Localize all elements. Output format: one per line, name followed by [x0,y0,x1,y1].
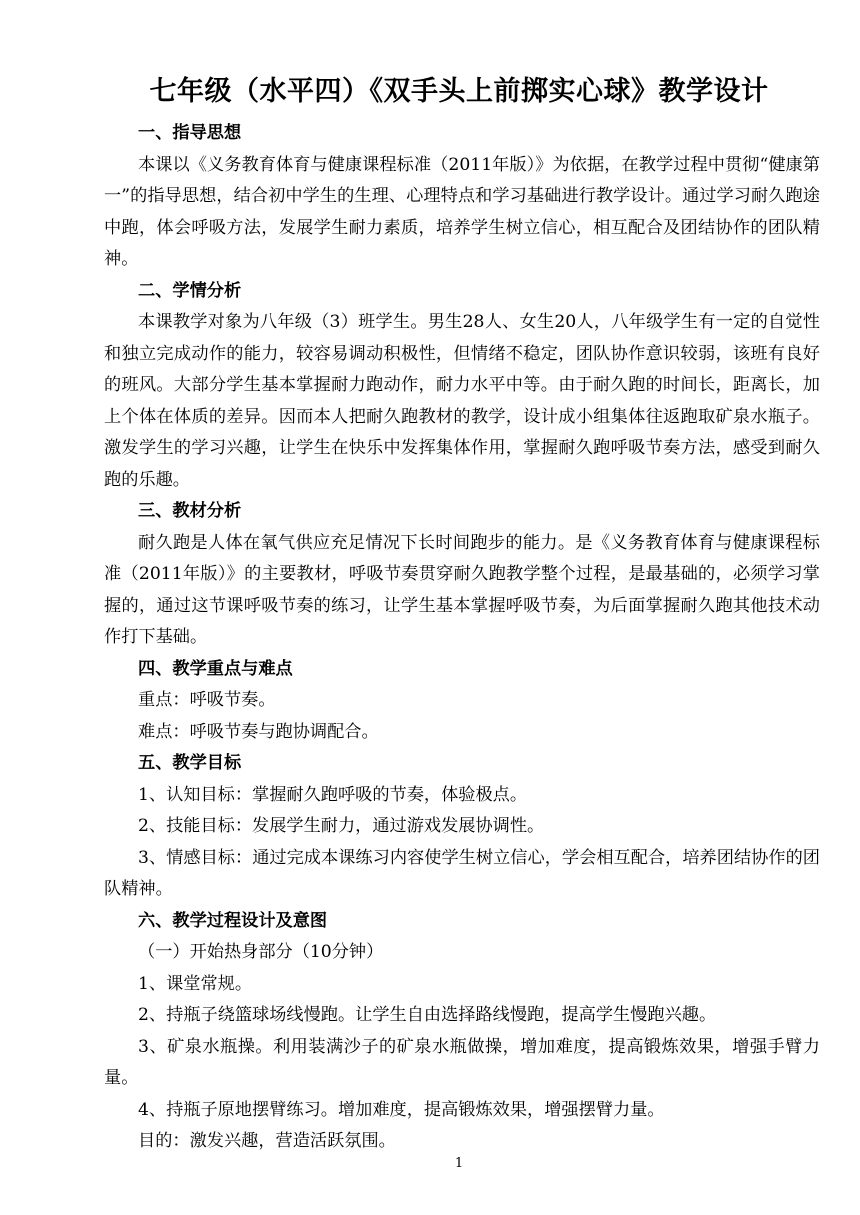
students-paragraph: 本课教学对象为八年级（3）班学生。男生28人、女生20人，八年级学生有一定的自觉性和独立完成动作的能力，较容易调动积极性，但情绪不稳定，团队协作意识较弱，该班有良好的班风。大部分学生基本掌握耐力跑动作，耐力水平中等。由于耐久跑的时间长，距离长，加上个体在体质的差异。因而本人把耐久跑教材的教学，设计成小组集体往返跑取矿泉水瓶子。激发学生的学习兴趣，让学生在快乐中发挥集体作用，掌握耐久跑呼吸节奏方法，感受到耐久跑的乐趣。 [104,312,820,490]
process-item-1: 1、课堂常规。 [138,973,253,994]
section-heading-students: 二、学情分析 [138,280,242,301]
key-point-line: 重点：呼吸节奏。 [138,690,276,710]
section-heading-process: 六、教学过程设计及意图 [138,910,328,931]
section-heading-goals: 五、教学目标 [138,753,242,773]
material-paragraph: 耐久跑是人体在氧气供应充足情况下长时间跑步的能力。是《义务教育体育与健康课程标准（2011年版）》的主要教材，呼吸节奏贯穿耐久跑教学整个过程，是最基础的，必须学习掌握的，通过这节课呼吸节奏的练习，让学生基本掌握呼吸节奏，为后面掌握耐久跑其他技术动作打下基础。 [104,532,820,647]
goal-emotion: 3、情感目标：通过完成本课练习内容使学生树立信心，学会相互配合，培养团结协作的团队精神。 [104,847,820,899]
process-item-2: 2、持瓶子绕篮球场线慢跑。让学生自由选择路线慢跑，提高学生慢跑兴趣。 [138,1005,717,1025]
goal-skill: 2、技能目标：发展学生耐力，通过游戏发展协调性。 [138,816,545,836]
process-item-4: 4、持瓶子原地摆臂练习。增加难度，提高锻炼效果，增强摆臂力量。 [138,1099,665,1120]
process-part-one: （一）开始热身部分（10分钟） [138,942,384,962]
section-heading-key: 四、教学重点与难点 [138,658,293,679]
page-number: 1 [454,1156,464,1171]
process-item-3: 3、矿泉水瓶操。利用装满沙子的矿泉水瓶做操，增加难度，提高锻炼效果，增强手臂力量。 [104,1036,820,1088]
guide-paragraph: 本课以《义务教育体育与健康课程标准（2011年版）》为依据，在教学过程中贯彻“健康第一”的指导思想，结合初中学生的生理、心理特点和学习基础进行教学设计。通过学习耐久跑途中跑，体会呼吸方法，发展学生耐力素质，培养学生树立信心，相互配合及团结协作的团队精神。 [104,154,820,269]
difficulty-line: 难点：呼吸节奏与跑协调配合。 [138,721,379,742]
section-heading-guide: 一、指导思想 [138,123,242,143]
process-purpose: 目的：激发兴趣，营造活跃氛围。 [138,1131,396,1151]
document-title: 七年级（水平四）《双手头上前掷实心球》教学设计 [149,76,769,107]
goal-cognitive: 1、认知目标：掌握耐久跑呼吸的节奏，体验极点。 [138,784,528,805]
section-heading-material: 三、教材分析 [138,501,242,521]
document-body [104,118,820,1158]
